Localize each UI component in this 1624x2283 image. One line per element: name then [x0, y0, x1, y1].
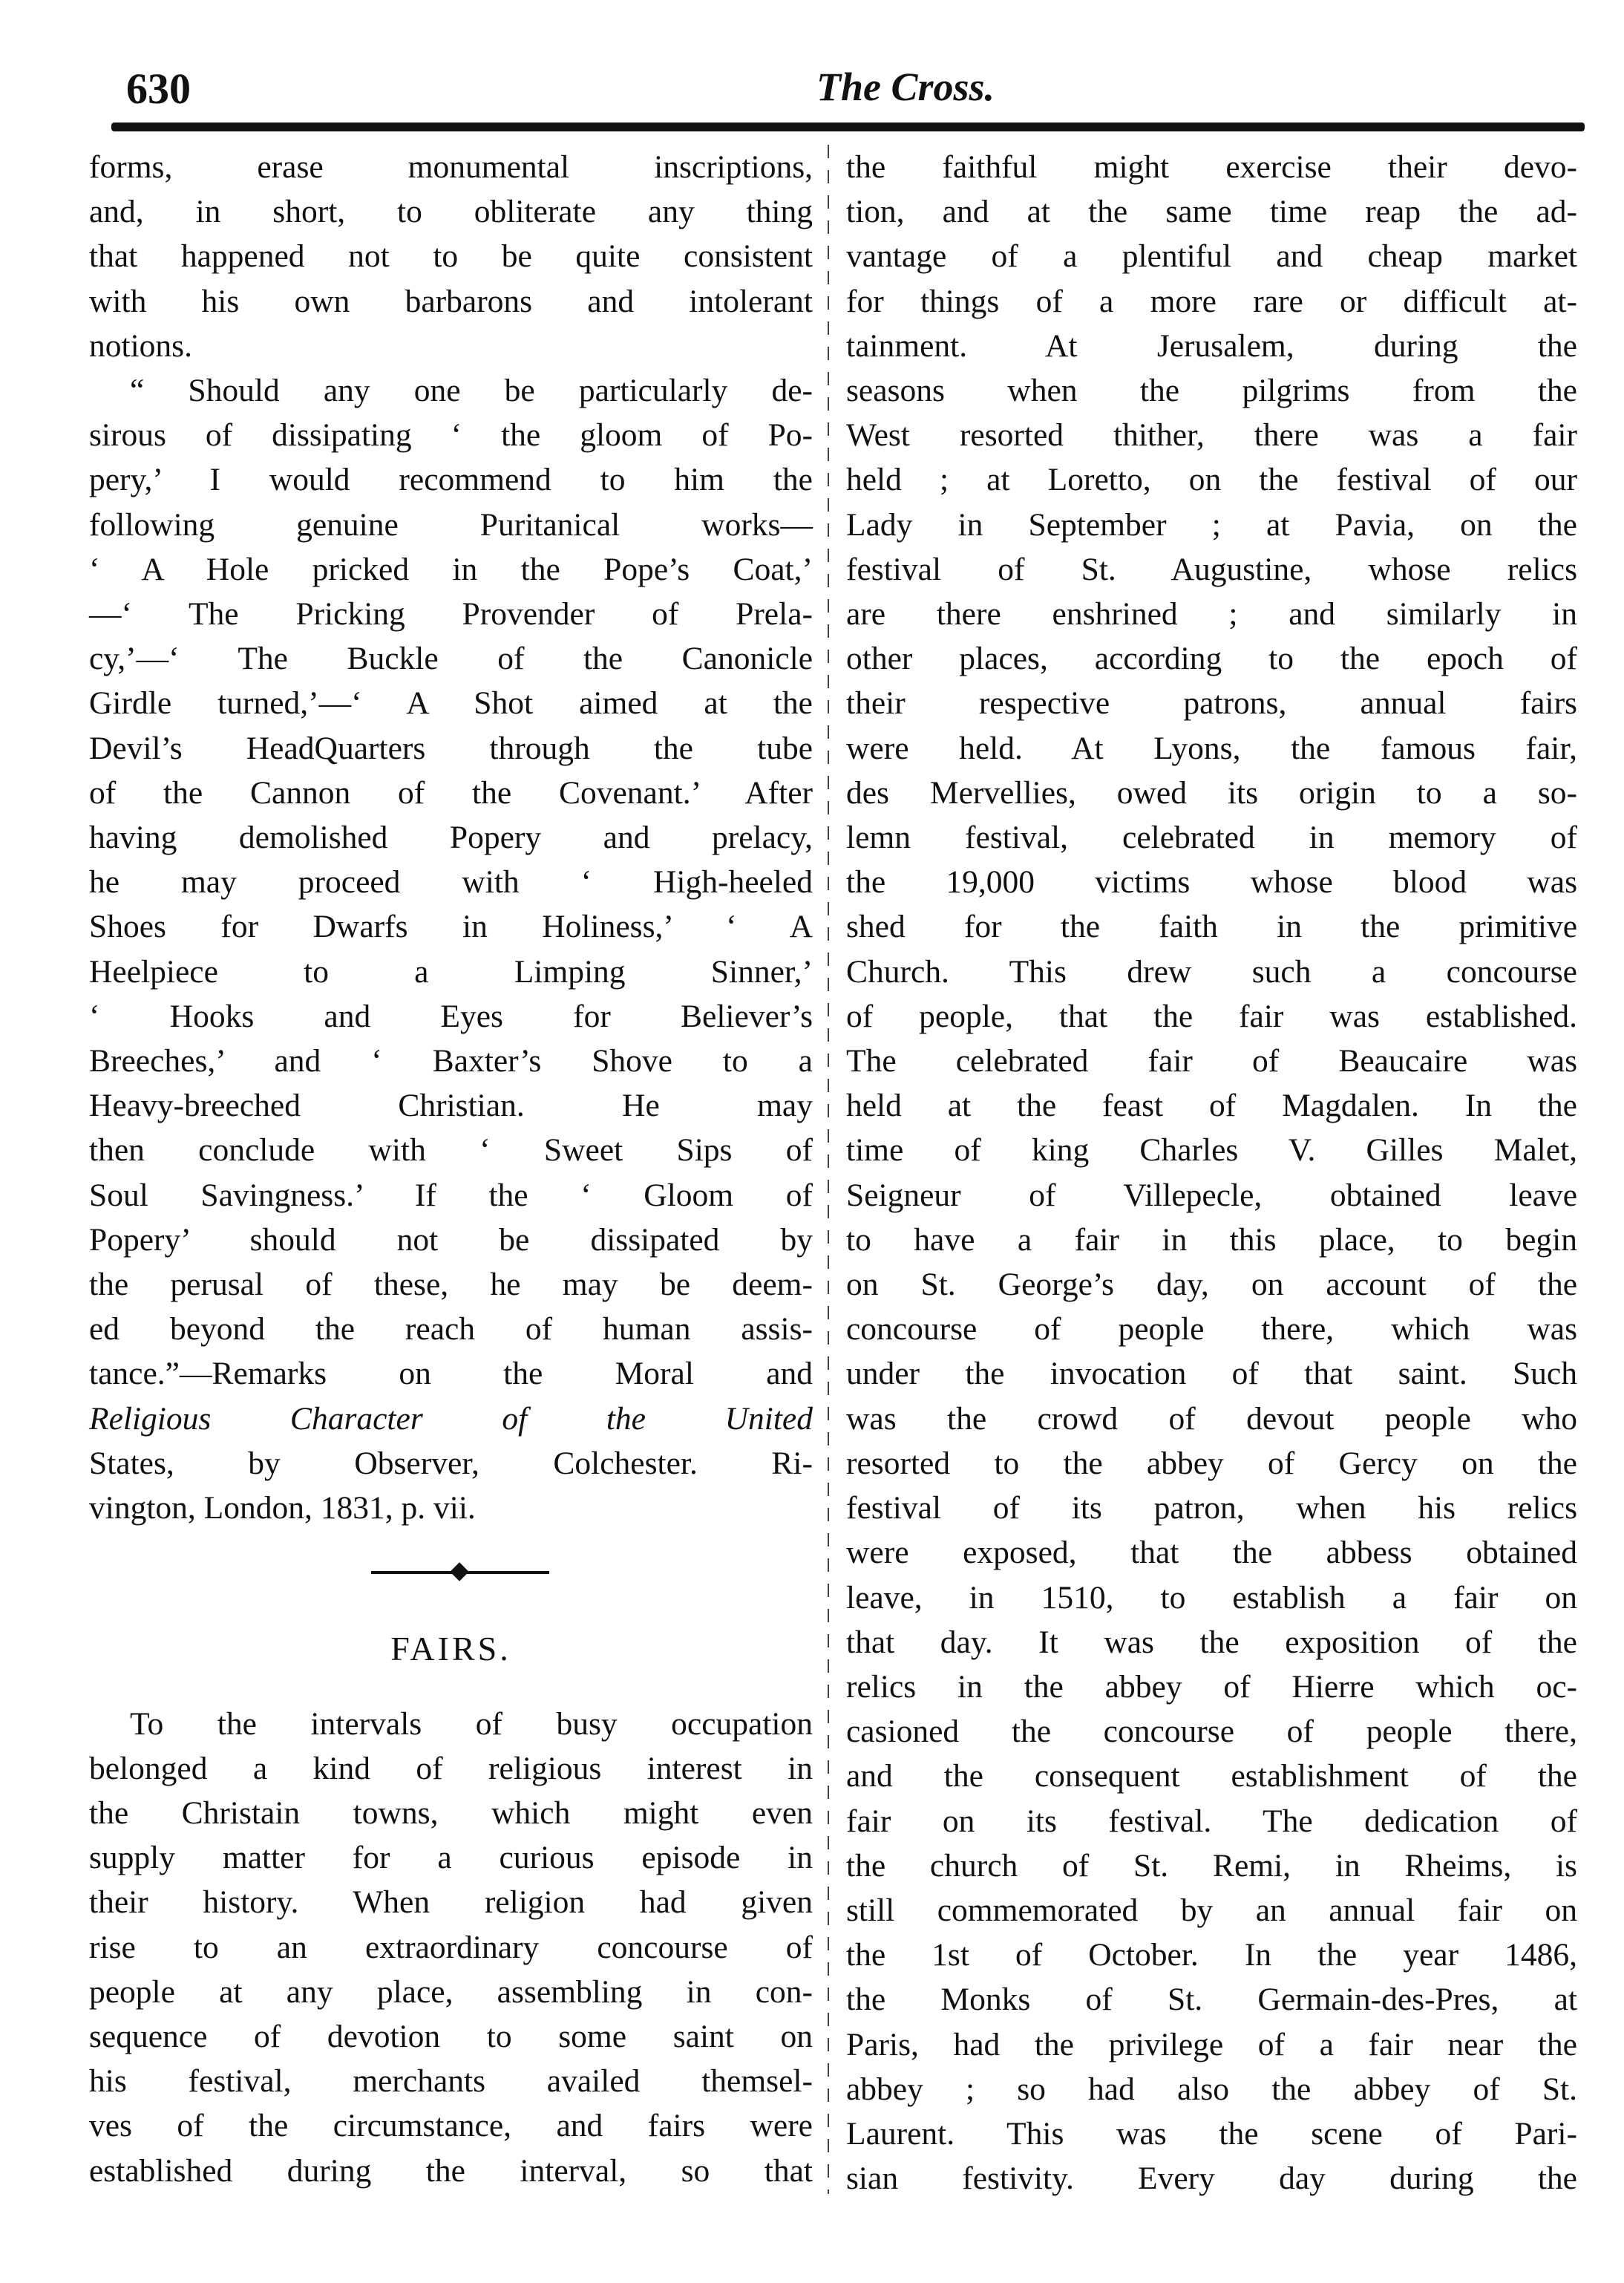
- text-line: people at any place, assembling in con-: [89, 1973, 813, 2010]
- text-line: on St. George’s day, on account of the: [846, 1267, 1577, 1303]
- text-line: of people, that the fair was established.: [846, 998, 1577, 1034]
- ornament-diamond: [450, 1563, 468, 1581]
- text-line: States, by Observer, Colchester. Ri-: [89, 1445, 813, 1481]
- text-line: concourse of people there, which was: [846, 1311, 1577, 1348]
- text-line: fair on its festival. The dedication of: [846, 1803, 1577, 1839]
- text-line: forms, erase monumental inscriptions,: [89, 149, 813, 185]
- text-line: are there enshrined ; and similarly in: [846, 596, 1577, 633]
- text-line: following genuine Puritanical works—: [89, 506, 813, 543]
- text-line: with his own barbarons and intolerant: [89, 283, 813, 319]
- text-line: Paris, had the privilege of a fair near the: [846, 2026, 1577, 2062]
- text-line: Breeches,’ and ‘ Baxter’s Shove to a: [89, 1043, 813, 1080]
- page-header: [111, 59, 1581, 119]
- header-rule: [111, 123, 1585, 131]
- text-line: and the consequent establishment of the: [846, 1758, 1577, 1794]
- section-ornament: [89, 1530, 813, 1612]
- paragraph-2: [89, 368, 813, 1530]
- text-line: his festival, merchants availed themsel-: [89, 2063, 813, 2100]
- paragraph-1: [89, 145, 813, 368]
- text-line: Shoes for Dwarfs in Holiness,’ ‘ A: [89, 909, 813, 945]
- text-line: under the invocation of that saint. Such: [846, 1356, 1577, 1392]
- text-line: still commemorated by an annual fair on: [846, 1892, 1577, 1928]
- text-line: the 1st of October. In the year 1486,: [846, 1937, 1577, 1973]
- text-line: West resorted thither, there was a fair: [846, 417, 1577, 454]
- text-line: relics in the abbey of Hierre which oc-: [846, 1668, 1577, 1705]
- text-line: tainment. At Jerusalem, during the: [846, 327, 1577, 364]
- text-line: tion, and at the same time reap the ad-: [846, 194, 1577, 230]
- right-column: [846, 145, 1577, 2201]
- text-line: tance.”—Remarks on the Moral and: [89, 1356, 813, 1392]
- text-line: was the crowd of devout people who: [846, 1400, 1577, 1437]
- text-line: then conclude with ‘ Sweet Sips of: [89, 1132, 813, 1169]
- text-line: were exposed, that the abbess obtained: [846, 1535, 1577, 1571]
- text-line: their history. When religion had given: [89, 1884, 813, 1921]
- text-line: supply matter for a curious episode in: [89, 1840, 813, 1876]
- text-line: held at the feast of Magdalen. In the: [846, 1088, 1577, 1124]
- text-line: time of king Charles V. Gilles Malet,: [846, 1132, 1577, 1169]
- text-line: rise to an extraordinary concourse of: [89, 1929, 813, 1965]
- text-line: festival of its patron, when his relics: [846, 1490, 1577, 1526]
- text-line: resorted to the abbey of Gercy on the: [846, 1445, 1577, 1481]
- text-line: sirous of dissipating ‘ the gloom of Po-: [89, 417, 813, 454]
- text-line: leave, in 1510, to establish a fair on: [846, 1579, 1577, 1616]
- text-line: Religious Character of the United: [89, 1400, 813, 1437]
- text-line: ‘ Hooks and Eyes for Believer’s: [89, 998, 813, 1034]
- text-line: belonged a kind of religious interest in: [89, 1750, 813, 1786]
- text-line: that day. It was the exposition of the: [846, 1624, 1577, 1660]
- text-line: the Christain towns, which might even: [89, 1794, 813, 1831]
- text-line: their respective patrons, annual fairs: [846, 685, 1577, 722]
- text-line: lemn festival, celebrated in memory of: [846, 820, 1577, 856]
- text-line: the 19,000 victims whose blood was: [846, 864, 1577, 901]
- text-line: The celebrated fair of Beaucaire was: [846, 1043, 1577, 1080]
- text-line: of the Cannon of the Covenant.’ After: [89, 774, 813, 811]
- column-divider: [828, 145, 829, 2194]
- text-line: to have a fair in this place, to begin: [846, 1221, 1577, 1258]
- text-line: he may proceed with ‘ High-heeled: [89, 864, 813, 901]
- left-column: [89, 145, 813, 2193]
- text-line: for things of a more rare or difficult at-: [846, 283, 1577, 319]
- text-line: and, in short, to obliterate any thing: [89, 194, 813, 230]
- text-line: vantage of a plentiful and cheap market: [846, 238, 1577, 275]
- text-line: Church. This drew such a concourse: [846, 953, 1577, 990]
- text-line: shed for the faith in the primitive: [846, 909, 1577, 945]
- text-line: casioned the concourse of people there,: [846, 1714, 1577, 1750]
- text-line: ed beyond the reach of human assis-: [89, 1311, 813, 1348]
- text-line: sequence of devotion to some saint on: [89, 2018, 813, 2054]
- text-line: Laurent. This was the scene of Pari-: [846, 2115, 1577, 2152]
- text-line: established during the interval, so that: [89, 2152, 813, 2189]
- text-line: Soul Savingness.’ If the ‘ Gloom of: [89, 1177, 813, 1213]
- text-line: Heavy-breeched Christian. He may: [89, 1088, 813, 1124]
- text-line: Girdle turned,’—‘ A Shot aimed at the: [89, 685, 813, 722]
- text-line: the perusal of these, he may be deem-: [89, 1267, 813, 1303]
- text-line: “ Should any one be particularly de-: [130, 373, 813, 409]
- text-line: held ; at Loretto, on the festival of our: [846, 462, 1577, 498]
- text-line: seasons when the pilgrims from the: [846, 373, 1577, 409]
- text-line: Seigneur of Villepecle, obtained leave: [846, 1177, 1577, 1213]
- text-line: festival of St. Augustine, whose relics: [846, 551, 1577, 587]
- text-line: the church of St. Remi, in Rheims, is: [846, 1847, 1577, 1884]
- page-number: 630: [126, 65, 191, 113]
- text-line: sian festivity. Every day during the: [846, 2160, 1577, 2197]
- paragraph-3: [89, 1702, 813, 2193]
- text-line: cy,’—‘ The Buckle of the Canonicle: [89, 641, 813, 677]
- text-line: —‘ The Pricking Provender of Prela-: [89, 596, 813, 633]
- text-line: ves of the circumstance, and fairs were: [89, 2108, 813, 2144]
- text-line: vington, London, 1831, p. vii.: [89, 1490, 476, 1526]
- text-line: ‘ A Hole pricked in the Pope’s Coat,’: [89, 551, 813, 587]
- section-heading: FAIRS.: [390, 1630, 511, 1668]
- text-line: des Mervellies, owed its origin to a so-: [846, 774, 1577, 811]
- text-line: abbey ; so had also the abbey of St.: [846, 2071, 1577, 2107]
- text-line: having demolished Popery and prelacy,: [89, 820, 813, 856]
- text-line: the faithful might exercise their devo-: [846, 149, 1577, 185]
- running-title: The Cross.: [816, 65, 995, 109]
- text-line: Lady in September ; at Pavia, on the: [846, 506, 1577, 543]
- text-line: Heelpiece to a Limping Sinner,’: [89, 953, 813, 990]
- text-line: that happened not to be quite consistent: [89, 238, 813, 275]
- text-line: Popery’ should not be dissipated by: [89, 1221, 813, 1258]
- text-line: were held. At Lyons, the famous fair,: [846, 730, 1577, 766]
- text-line: other places, according to the epoch of: [846, 641, 1577, 677]
- text-line: the Monks of St. Germain-des-Pres, at: [846, 1982, 1577, 2018]
- text-line: pery,’ I would recommend to him the: [89, 462, 813, 498]
- text-line: To the intervals of busy occupation: [130, 1705, 813, 1742]
- text-line: notions.: [89, 327, 192, 364]
- text-line: Devil’s HeadQuarters through the tube: [89, 730, 813, 766]
